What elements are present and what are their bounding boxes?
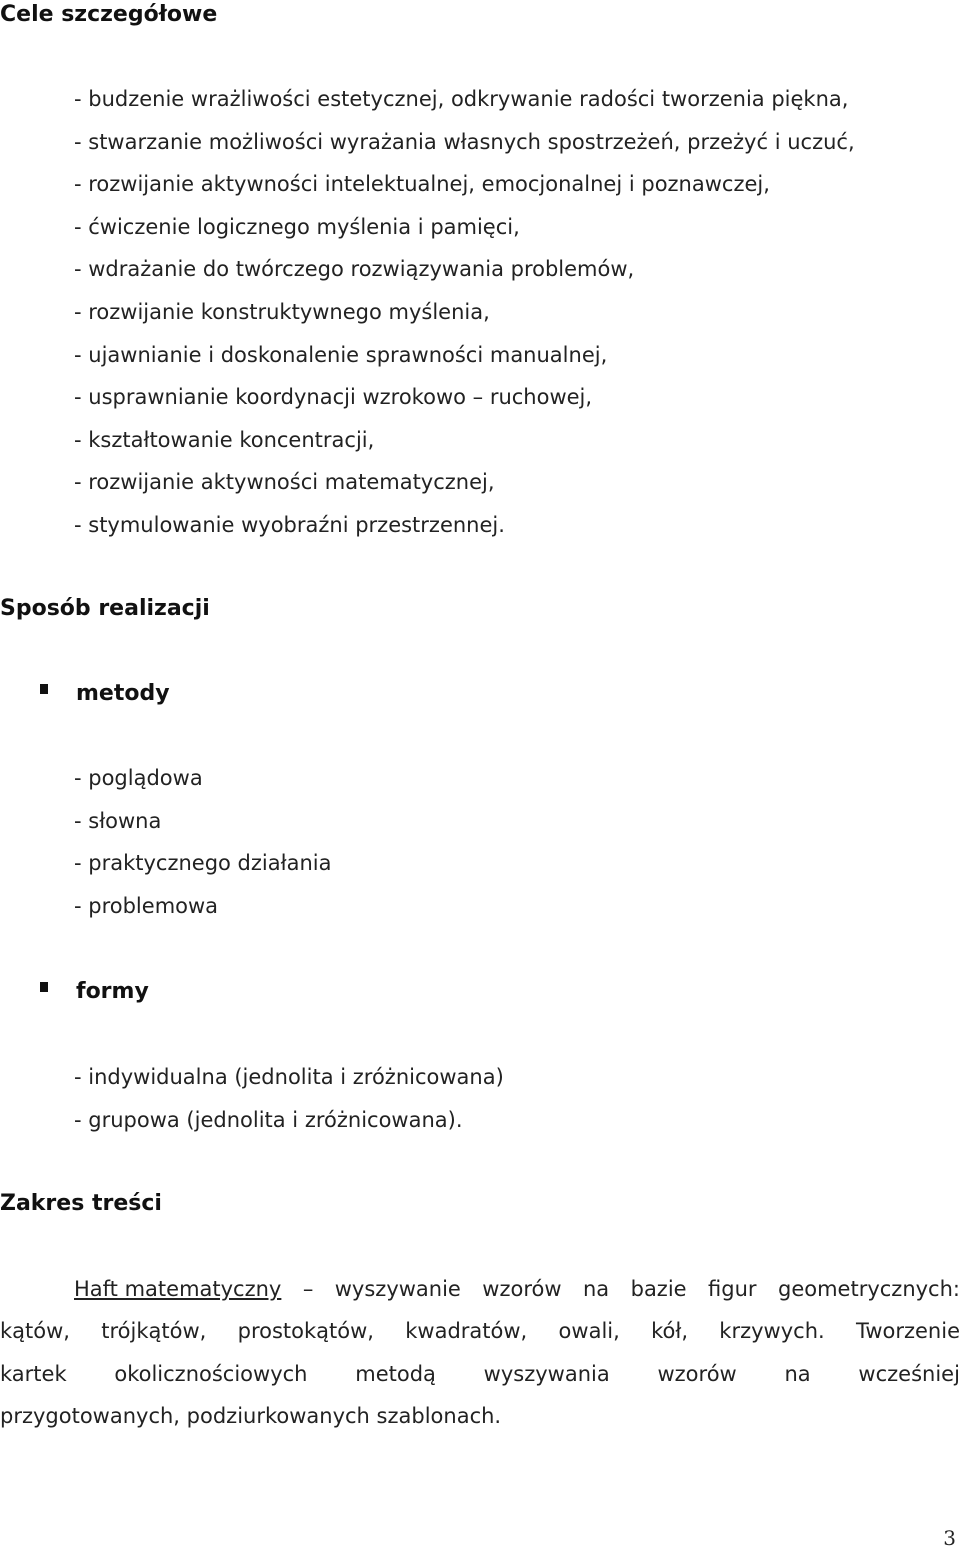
list-item: - ujawnianie i doskonalenie sprawności manualnej, — [74, 342, 608, 367]
paragraph-line — [0, 1310, 960, 1352]
word: – — [302, 1277, 314, 1301]
list-item: - indywidualna (jednolita i zróżnicowana) — [74, 1065, 504, 1089]
word: na — [784, 1361, 811, 1386]
list-item: - grupowa (jednolita i zróżnicowana). — [74, 1107, 463, 1132]
word: bazie — [630, 1277, 687, 1301]
list-item: - rozwijanie aktywności matematycznej, — [74, 470, 495, 495]
list-item: - usprawnianie koordynacji wzrokowo – ruchowej, — [74, 385, 593, 410]
word: Tworzenie — [855, 1319, 960, 1344]
word: krzywych. — [719, 1319, 825, 1344]
list-item: - stymulowanie wyobraźni przestrzennej. — [74, 512, 505, 537]
section-title-scope: Zakres treści — [0, 1191, 162, 1216]
list-item: - rozwijanie konstruktywnego myślenia, — [74, 299, 490, 324]
word: wzorów — [657, 1361, 737, 1386]
word: wzorów — [482, 1277, 562, 1301]
section-title-goals: Cele szczegółowe — [0, 2, 218, 27]
underlined-term: Haft matematyczny — [74, 1277, 282, 1301]
paragraph-line — [0, 1353, 960, 1395]
word: wcześniej — [858, 1361, 960, 1386]
word: przygotowanych, podziurkowanych szablonach. — [0, 1404, 502, 1429]
goals-list — [74, 78, 855, 547]
square-bullet-icon — [40, 982, 48, 992]
methods-list — [74, 757, 331, 927]
list-item: - budzenie wrażliwości estetycznej, odkrywanie radości tworzenia piękna, — [74, 87, 849, 111]
scope-paragraph — [0, 1268, 960, 1438]
list-item: - stwarzanie możliwości wyrażania własnych spostrzeżeń, przeżyć i uczuć, — [74, 129, 855, 154]
word: metodą — [355, 1361, 436, 1386]
word: kół, — [651, 1319, 688, 1344]
forms-label: formy — [76, 979, 149, 1004]
word: na — [582, 1277, 610, 1301]
word: wyszywania — [483, 1361, 610, 1386]
word: owali, — [558, 1319, 620, 1344]
list-item: - problemowa — [74, 893, 219, 918]
list-item: - rozwijanie aktywności intelektualnej, emocjonalnej i poznawczej, — [74, 172, 770, 197]
word: okolicznościowych — [114, 1361, 308, 1386]
forms-list — [74, 1056, 504, 1141]
list-item: - wdrażanie do twórczego rozwiązywania problemów, — [74, 257, 635, 282]
paragraph-line — [0, 1395, 960, 1437]
word: kątów, — [0, 1319, 70, 1344]
list-item: - poglądowa — [74, 766, 203, 790]
methods-label: metody — [76, 681, 170, 706]
page-number: 3 — [943, 1526, 956, 1550]
section-title-method: Sposób realizacji — [0, 596, 210, 621]
word: figur — [708, 1277, 757, 1301]
word: kwadratów, — [405, 1319, 528, 1344]
list-item: - ćwiczenie logicznego myślenia i pamięci, — [74, 214, 520, 239]
square-bullet-icon — [40, 684, 48, 694]
word: prostokątów, — [237, 1319, 374, 1344]
list-item: - słowna — [74, 808, 162, 833]
list-item: - praktycznego działania — [74, 851, 332, 876]
word: geometrycznych: — [777, 1277, 960, 1301]
list-item: - kształtowanie koncentracji, — [74, 427, 375, 452]
word: wyszywanie — [334, 1277, 461, 1301]
word: kartek — [0, 1361, 67, 1386]
word: trójkątów, — [101, 1319, 207, 1344]
paragraph-line — [0, 1268, 960, 1310]
